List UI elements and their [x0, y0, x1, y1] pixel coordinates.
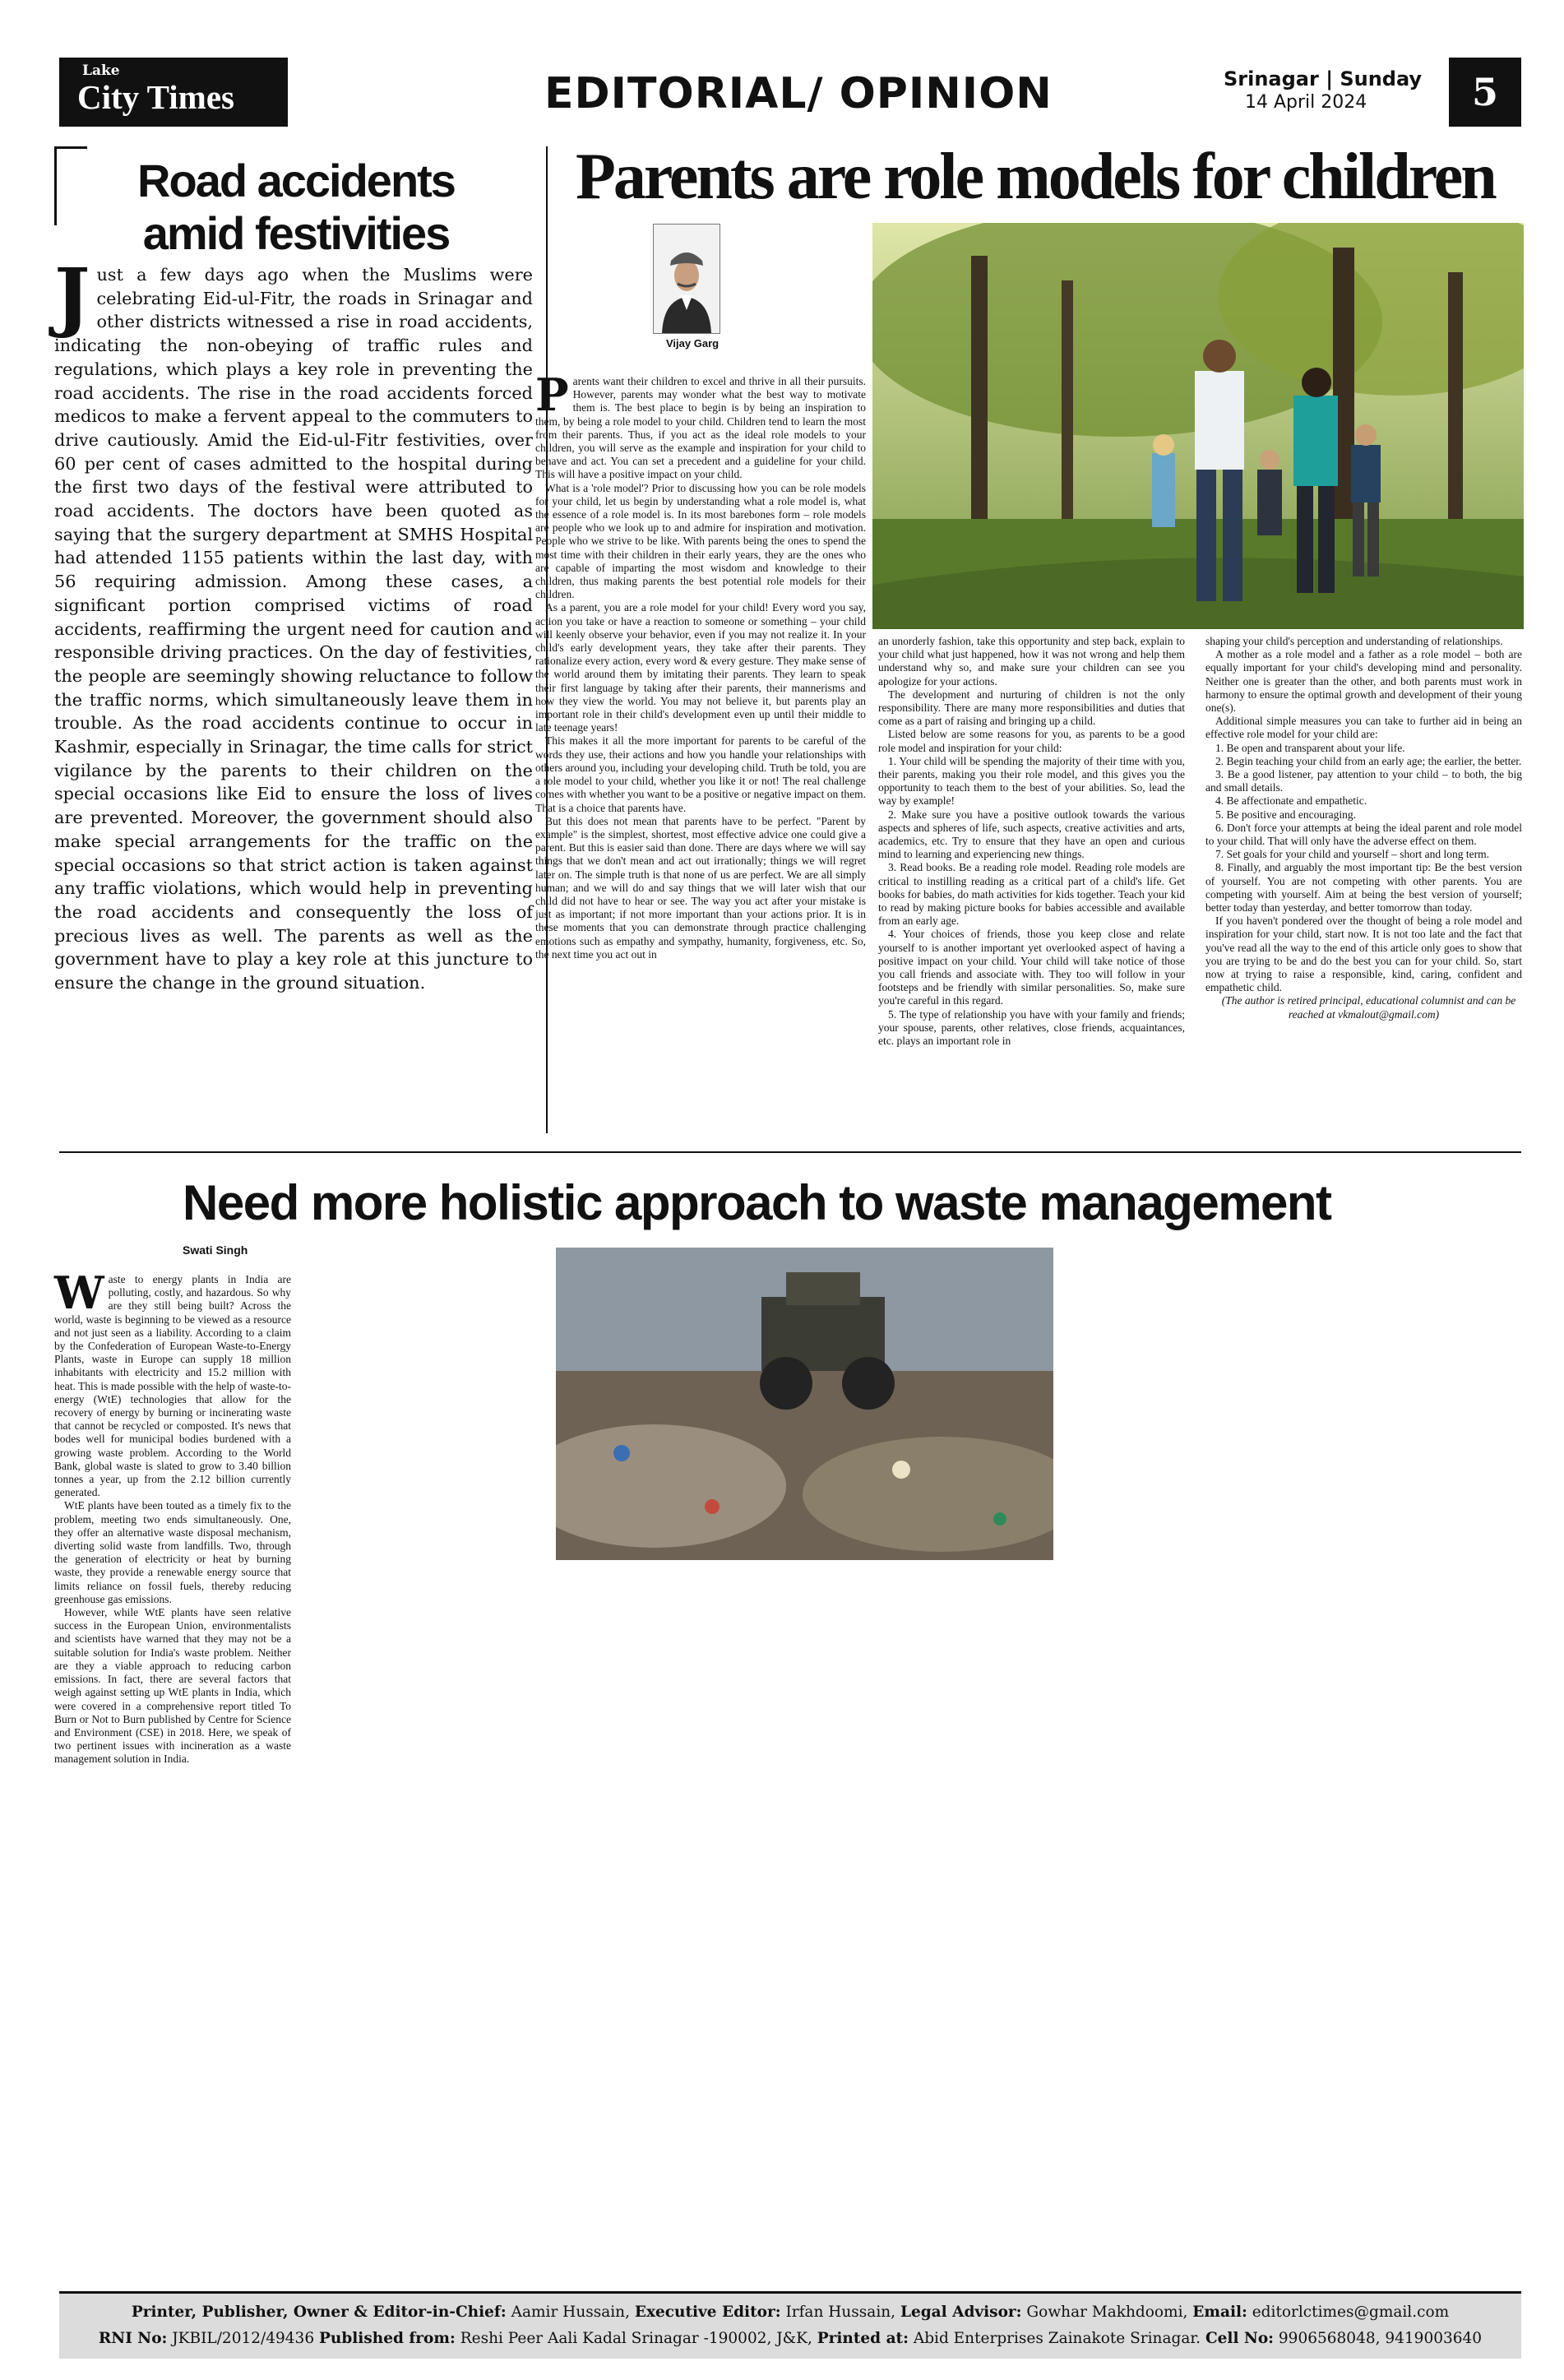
article-headline-parents: Parents are role models for children [576, 141, 1495, 213]
imprint-label: Published from: [318, 2330, 456, 2347]
paragraph: As a parent, you are a role model for your child! Every word you say, action you take or have a reaction to someone or something – your child will keenly observe your behavior, even if you may not realize it. In your child's early development years, they take after their parents. They rationalize every action, every word & every gesture. They make sense of the world around them by imitating their parents. They learn to speak their first language by taking after their parents, their mannerisms and how they view the world. You may not believe it, but parents play an important role in their child's development even up until their middle to late teenage years! [535, 601, 866, 734]
imprint-value: Abid Enterprises Zainakote Srinagar. [913, 2330, 1201, 2347]
parents-col-1 [535, 368, 866, 961]
paragraph: 8. Finally, and arguably the most important tip: Be the best version of yourself. You are not competing with other parents. You are competing with yourself. Aim at being the best version of yourself; better today than yesterday, and better tomorrow than today. [1205, 861, 1522, 914]
paragraph: WtE plants have been touted as a timely fix to the problem, meeting two ends simultaneously. One, they offer an alternative waste disposal mechanism, diverting solid waste from landfills. Two, through the generation of electricity or heat by burning waste, they provide a renewable energy source that limits reliance on fossil fuels, thereby reducing greenhouse gas emissions. [54, 1499, 291, 1605]
author-photo [653, 224, 720, 334]
paragraph: However, while WtE plants have seen relative success in the European Union, environmentalists and scientists have warned that they may not be a suitable solution for India's waste problem. Neither are they a viable approach to reducing carbon emissions. In fact, there are several factors that weigh against setting up WtE plants in India, which were covered in a comprehensive report titled To Burn or Not to Burn published by Centre for Science and Environment (CSE) in 2018. Here, we speak of two pertinent issues with incineration as a waste management solution in India. [54, 1606, 291, 1766]
paragraph-text: arents want their children to excel and thrive in all their pursuits. However, parents may wonder what the best way to motivate them is. The best place to begin is by being an inspiration to them, by being a role model to your child. Children tend to learn the most from their parents. Thus, if you act as the ideal role models to your children, you will serve as the example and inspiration for your child to behave and act. You can set a precedent and a guideline for your child. This will have a positive impact on your child. [535, 375, 866, 481]
article-headline-waste: Need more holistic approach to waste management [183, 1175, 1331, 1230]
imprint-value: 9906568048, 9419003640 [1278, 2330, 1483, 2347]
logo-small-text: Lake [82, 63, 120, 79]
editorial-body-text: ust a few days ago when the Muslims were celebrating Eid-ul-Fitr, the roads in Srinagar and other districts witnessed a rise in road accidents, indicating the non-obeying of traffic rules and regulations, which plays a key role in preventing the road accidents. The rise in the road accidents forced medicos to make a fervent appeal to the commuters to drive cautiously. Amid the Eid-ul-Fitr festivities, over 60 per cent of cases admitted to the hospital during the first two days of the festival were attributed to road accidents. The doctors have been quoted as saying that the surgery department at SMHS Hospital had attended 1155 patients within the last day, with 56 requiring admission. Among these cases, a significant portion comprised victims of road accidents, reaffirming the urgent need for caution and responsible driving practices. On the day of festivities, the people are seemingly showing reluctance to follow the traffic norms, which simultaneously leave them in trouble. As the road accidents continue to occur in Kashmir, especially in Srinagar, the time calls for strict vigilance by the parents to their children on the special occasions like Eid to ensure the loss of lives are prevented. Moreover, the government should also make special arrangements for the traffic on the special occasions so that strict action is taken against any traffic violations, which would help in preventing the road accidents and consequently the loss of precious lives as well. The parents as well as the government have to play a key role at this juncture to ensure the change in the ground situation. [54, 265, 533, 993]
parents-col-2 [878, 635, 1185, 1048]
imprint-footer [59, 2291, 1521, 2359]
paragraph: 7. Set goals for your child and yourself – short and long term. [1215, 848, 1489, 861]
editorial-body [54, 252, 533, 995]
paragraph: Additional simple measures you can take to further aid in being an effective role model for your child are: [1205, 715, 1522, 741]
logo-large-text: City Times [77, 78, 234, 116]
section-separator [59, 1151, 1521, 1153]
imprint-label: Printer, Publisher, Owner & Editor-in-Chief: [131, 2304, 507, 2321]
paragraph: 3. Be a good listener, pay attention to your child – to both, the big and small details. [1205, 768, 1522, 794]
paragraph-text: aste to energy plants in India are polluting, costly, and hazardous. So why are they still being built? Across the world, waste is beginning to be viewed as a resource and not just seen as a liability. According to a claim by the Confederation of European Waste-to-Energy Plants, waste in Europe can supply 18 million inhabitants with electricity and 15.2 million with heat. This is made possible with the help of waste-to-energy (WtE) technologies that allow for the recovery of energy by burning or incinerating waste that cannot be recycled or composted. It's news that bodes well for municipal bodies burdened with a growing waste problem. According to the World Bank, global waste is slated to grow to 3.40 billion tonnes a year, up from the 2.12 billion currently generated. [54, 1273, 291, 1499]
author-name: Vijay Garg [666, 337, 720, 350]
paragraph: The development and nurturing of children is not the only responsibility. There are many more responsibilities and duties that come as a part of raising and bringing up a child. [878, 688, 1185, 728]
paragraph: 3. Read books. Be a reading role model. Reading role models are critical to instilling reading as a critical part of a child's life. Get books for babies, do math activities for kids together. Teach your kid to read by making picture books for babies accessible and available from an early age. [878, 861, 1185, 928]
left-editorial-rule [54, 146, 57, 225]
paragraph: If you haven't pondered over the thought of being a role model and inspiration for your child, start now. It is not too late and the fact that you've read all the way to the end of this article only goes to show that you are trying to be and do the best you can for your child. So, start now at trying to raise a responsible, kind, caring, confident and empathetic child. [1205, 914, 1522, 994]
paragraph: 2. Make sure you have a positive outlook towards the various aspects and spheres of life, such aspects, creative activities and arts, academics, etc. Try to ensure that they have an open and curious mind to learning and experiencing new things. [878, 808, 1185, 861]
paragraph: This makes it all the more important for parents to be careful of the words they use, their actions and how you handle your relationships with others around you, including your developing child. Truth be told, you are a role model to your child, whether you like it or not! The real challenge comes with whether you want to be a positive or negative impact on them. That is a choice that parents have. [535, 734, 866, 814]
waste-col-1 [54, 1266, 291, 1766]
editorial-headline-line2: amid festivities [142, 207, 450, 259]
paragraph: 6. Don't force your attempts at being the ideal parent and role model to your child. That will only have the adverse effect on them. [1205, 821, 1522, 848]
paragraph: Listed below are some reasons for you, as parents to be a good role model and inspiration for your child: [878, 728, 1185, 754]
paragraph: 5. Be positive and encouraging. [1215, 808, 1356, 821]
paragraph: What is a 'role model'? Prior to discussing how you can be role models for your child, let us begin by understanding what a role model is, what the essence of a role model is. In its most barebones form – role models are people who we look up to and admire for inspiration and motivation. People who we strive to be like. With parents being the ones to spend the most time with their children in their early years, they are the ones who are capable of imparting the most wisdom and knowledge to their children, thus making parents the best potential role models for their children. [535, 481, 866, 601]
imprint-label: Cell No: [1205, 2330, 1275, 2347]
dateline-date: 14 April 2024 [1245, 92, 1367, 113]
editorial-dropcap: J [54, 252, 90, 340]
parents-dropcap: P [535, 368, 569, 421]
imprint-value: JKBIL/2012/49436 [172, 2330, 315, 2347]
imprint-value: Aamir Hussain, [511, 2304, 630, 2321]
left-editorial-rule-h [54, 146, 87, 149]
author-signoff: (The author is retired principal, educational columnist and can be reached at vkmalout@gmail.com) [1221, 994, 1516, 1021]
paragraph: an unorderly fashion, take this opportunity and step back, explain to your child what just happened, how it was not wrong and help them understand why so, and make sure your children can see you apologize for your actions. [878, 635, 1185, 688]
family-walking-photo [872, 223, 1524, 629]
paragraph: 2. Begin teaching your child from an early age; the earlier, the better. [1215, 754, 1522, 767]
paragraph: But this does not mean that parents have to be perfect. "Parent by example" is the simplest, shortest, most effective advice one could give a parent. But this is easier said than done. There are days where we will say things that we don't mean and act out irrationally; things we will regret later on. The simple truth is that none of us are perfect. We are all simply human; and we will do and say things that we will later wish that our child did not have to hear or see. The way you act after your mistake is just as important; if not more important than your actions prior. It is in these moments that you can demonstrate through practice challenging emotions such as empathy and sympathy, humanity, forgiveness, etc. So, the next time you act out in [535, 814, 866, 961]
newspaper-logo[interactable] [59, 58, 288, 127]
paragraph [54, 1266, 291, 1499]
imprint-value: Gowhar Makhdoomi, [1026, 2304, 1188, 2321]
imprint-value: Reshi Peer Aali Kadal Srinagar -190002, J&K, [460, 2330, 812, 2347]
paragraph: 5. The type of relationship you have with your family and friends; your spouse, parents, other relatives, close friends, acquaintances, etc. plays an important role in [878, 1007, 1185, 1048]
paragraph: 1. Your child will be spending the majority of their time with you, their parents, making you their role model, and this gives you the opportunity to teach them to the best of your abilities. So, lead the way by example! [878, 754, 1185, 808]
waste-dropcap: W [54, 1266, 104, 1319]
editorial-headline-line1: Road accidents [137, 155, 455, 206]
imprint-label: Email: [1192, 2304, 1247, 2321]
landfill-photo [556, 1248, 1053, 1560]
paragraph: A mother as a role model and a father as a role model – both are equally important for your child's developing mind and personality. Neither one is greater than the other, and both parents must work in harmony to ensure the optimal growth and development of their young one(s). [1205, 648, 1522, 715]
editorial-headline [58, 155, 534, 260]
parents-col-3 [1205, 635, 1522, 1021]
imprint-line-1 [59, 2304, 1521, 2321]
imprint-label: Legal Advisor: [900, 2304, 1022, 2321]
paragraph: shaping your child's perception and understanding of relationships. [1205, 635, 1503, 647]
imprint-label: RNI No: [98, 2330, 168, 2347]
imprint-value: Irfan Hussain, [785, 2304, 896, 2321]
email-link[interactable]: editorlctimes@gmail.com [1252, 2304, 1450, 2321]
author-name: Swati Singh [183, 1243, 248, 1257]
section-title: EDITORIAL/ OPINION [544, 69, 1053, 118]
paragraph: 1. Be open and transparent about your life. [1215, 741, 1405, 754]
paragraph [535, 368, 866, 482]
imprint-line-2 [59, 2330, 1521, 2347]
paragraph: 4. Your choices of friends, those you keep close and relate yourself to is another important yet overlooked aspect of having a positive impact on your child. Your child will take notice of those you call friends and associate with. They too will follow in your footsteps and be friendly with similar personalities. So, make sure you're careful in this regard. [878, 928, 1185, 1007]
paragraph: 4. Be affectionate and empathetic. [1215, 794, 1367, 808]
imprint-label: Printed at: [817, 2330, 909, 2347]
page-number: 5 [1449, 58, 1521, 127]
dateline-city-day: Srinagar | Sunday [1224, 67, 1423, 90]
masthead [59, 58, 1521, 127]
imprint-label: Executive Editor: [634, 2304, 781, 2321]
